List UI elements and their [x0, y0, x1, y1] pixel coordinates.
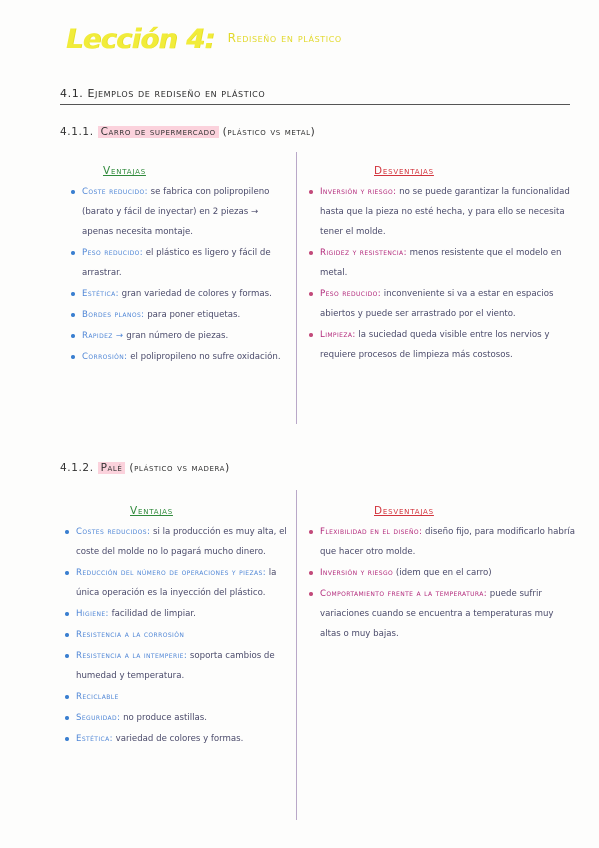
item-keyword: Bordes planos: — [82, 310, 145, 320]
item-text: si la producción es muy alta, el coste del molde no lo pagará mucho dinero. — [76, 527, 287, 557]
item-keyword: Peso reducido: — [320, 289, 382, 299]
pros-list-1 — [70, 182, 292, 368]
column-divider-1 — [296, 152, 297, 424]
item-text: la suciedad queda visible entre los nervios y requiere procesos de limpieza más costosos. — [320, 330, 550, 360]
item-keyword: Reducción del número de operaciones y piezas: — [76, 568, 267, 578]
cons-heading-2: Desventajas — [374, 505, 434, 517]
list-item — [70, 326, 292, 346]
item-text: menos resistente que el modelo en metal. — [320, 248, 562, 278]
item-text: diseño fijo, para modificarlo habría que hacer otro molde. — [320, 527, 576, 557]
lesson-label: Lección 4: — [66, 24, 215, 55]
item-keyword: Seguridad: — [76, 713, 121, 723]
lesson-subtitle: Rediseño en plástico — [227, 31, 342, 45]
subsection-2-heading — [60, 462, 230, 474]
pros-heading-2: Ventajas — [130, 505, 173, 517]
subsection-1-highlight: Carro de supermercado — [98, 126, 219, 138]
item-text: se fabrica con polipropileno (barato y fácil de inyectar) en 2 piezas → apenas necesita montaje. — [82, 187, 270, 237]
item-text: facilidad de limpiar. — [111, 609, 196, 619]
item-keyword: Inversión y riesgo — [320, 568, 394, 578]
lesson-header — [66, 24, 342, 55]
pros-heading-1: Ventajas — [103, 165, 146, 177]
list-item — [308, 522, 576, 562]
item-keyword: Coste reducido: — [82, 187, 148, 197]
list-item — [308, 243, 576, 283]
list-item — [308, 182, 576, 242]
column-divider-2 — [296, 490, 297, 820]
item-keyword: Estética: — [76, 734, 113, 744]
item-text: para poner etiquetas. — [147, 310, 241, 320]
item-keyword: Rapidez → — [82, 331, 124, 341]
item-keyword: Estética: — [82, 289, 119, 299]
subsection-2-comparison: (plástico vs madera) — [129, 462, 230, 474]
item-text: el plástico es ligero y fácil de arrastrar. — [82, 248, 271, 278]
item-keyword: Flexibilidad en el diseño: — [320, 527, 423, 537]
subsection-1-number: 4.1.1. — [60, 126, 94, 138]
list-item — [308, 563, 576, 583]
list-item — [64, 625, 292, 645]
subsection-2-number: 4.1.2. — [60, 462, 94, 474]
list-item — [64, 708, 292, 728]
list-item — [64, 522, 292, 562]
item-keyword: Reciclable — [76, 692, 119, 702]
list-item — [64, 729, 292, 749]
cons-list-2 — [308, 522, 576, 645]
item-keyword: Limpieza: — [320, 330, 356, 340]
list-item — [70, 182, 292, 242]
item-text: no se puede garantizar la funcionalidad hasta que la pieza no esté hecha, y para ello se necesita tener el molde. — [320, 187, 570, 237]
list-item — [308, 584, 576, 644]
item-keyword: Comportamiento frente a la temperatura: — [320, 589, 488, 599]
list-item — [308, 284, 576, 324]
section-title: 4.1. Ejemplos de rediseño en plástico — [60, 87, 266, 100]
list-item — [308, 325, 576, 365]
item-text: gran variedad de colores y formas. — [121, 289, 272, 299]
list-item — [64, 687, 292, 707]
subsection-1-heading — [60, 126, 315, 138]
list-item — [70, 243, 292, 283]
item-text: (idem que en el carro) — [395, 568, 492, 578]
item-text: variedad de colores y formas. — [115, 734, 244, 744]
subsection-1-comparison: (plástico vs metal) — [222, 126, 316, 138]
cons-heading-1: Desventajas — [374, 165, 434, 177]
item-text: la única operación es la inyección del plástico. — [76, 568, 277, 598]
pros-list-2 — [64, 522, 292, 750]
list-item — [70, 305, 292, 325]
list-item — [70, 284, 292, 304]
item-keyword: Higiene: — [76, 609, 109, 619]
item-text: gran número de piezas. — [126, 331, 229, 341]
item-keyword: Costes reducidos: — [76, 527, 151, 537]
item-keyword: Corrosión: — [82, 352, 128, 362]
section-underline — [60, 104, 570, 105]
list-item — [64, 646, 292, 686]
item-text: soporta cambios de humedad y temperatura. — [76, 651, 275, 681]
item-text: el polipropileno no sufre oxidación. — [130, 352, 281, 362]
list-item — [64, 604, 292, 624]
item-keyword: Inversión y riesgo: — [320, 187, 397, 197]
item-keyword: Rigidez y resistencia: — [320, 248, 407, 258]
subsection-2-highlight: Palé — [98, 462, 126, 474]
list-item — [70, 347, 292, 367]
item-text: puede sufrir variaciones cuando se encuentra a temperaturas muy altas o muy bajas. — [320, 589, 554, 639]
list-item — [64, 563, 292, 603]
item-text: inconveniente si va a estar en espacios abiertos y puede ser arrastrado por el viento. — [320, 289, 554, 319]
cons-list-1 — [308, 182, 576, 366]
item-keyword: Resistencia a la intemperie: — [76, 651, 188, 661]
item-keyword: Resistencia a la corrosión — [76, 630, 185, 640]
item-keyword: Peso reducido: — [82, 248, 144, 258]
item-text: no produce astillas. — [123, 713, 207, 723]
